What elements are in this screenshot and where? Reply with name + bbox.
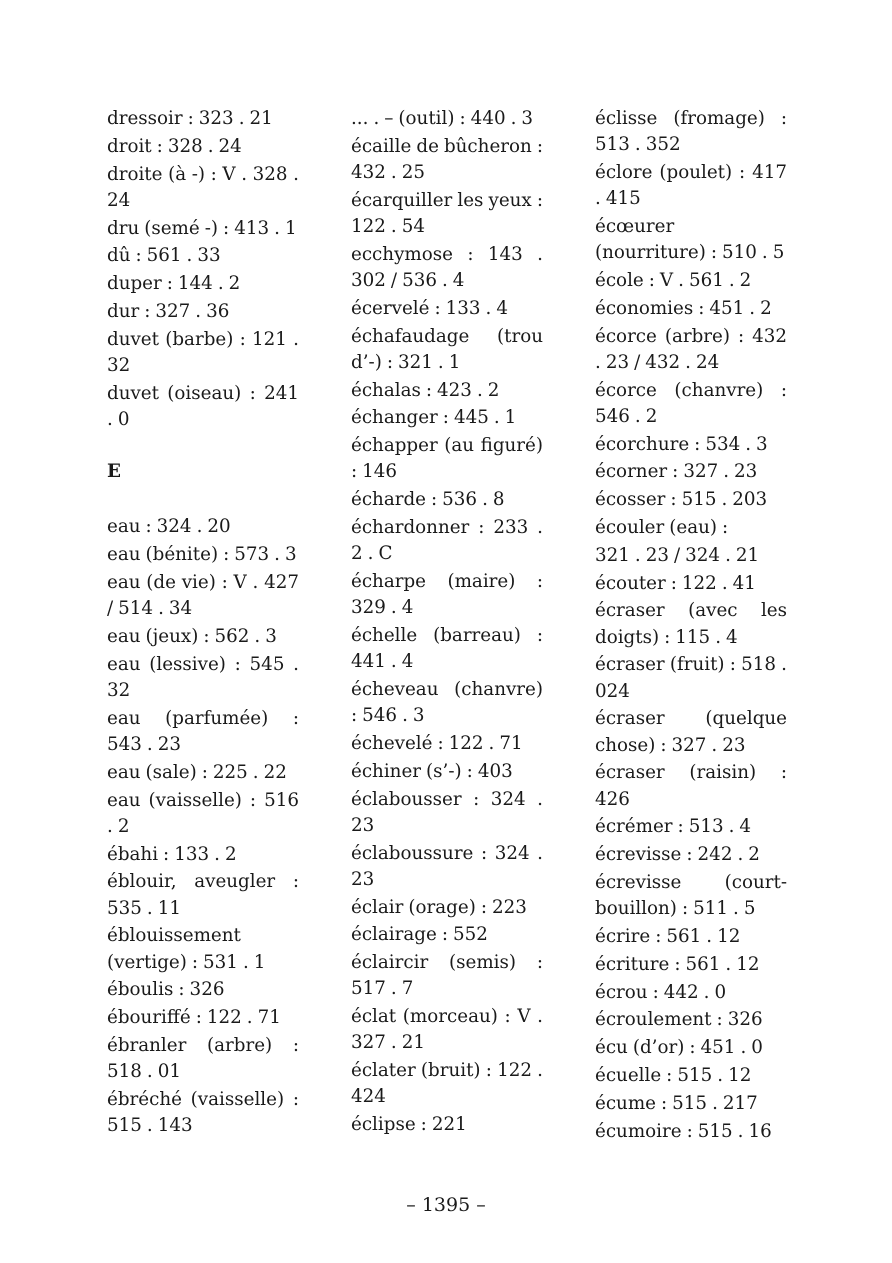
index-entry: duper : 144 . 2 <box>107 273 241 295</box>
index-entry: éclairage : 552 <box>351 924 488 946</box>
index-entry: éclair (orage) : 223 <box>351 896 527 918</box>
index-entry: échiner (s’-) : 403 <box>351 760 513 782</box>
index-entry: éclaboussure : 324 . 23 <box>351 842 543 890</box>
index-entry: écaille de bûcheron : 432 . 25 <box>351 135 543 183</box>
index-entry: écrou : 442 . 0 <box>595 981 727 1003</box>
index-entry: éclabousser : 324 . 23 <box>351 788 543 836</box>
index-entry: dû : 561 . 33 <box>107 245 221 267</box>
index-entry: eau (sale) : 225 . 22 <box>107 761 287 783</box>
index-entry: écraser (avec les doigts) : 115 . 4 <box>595 600 787 648</box>
index-entry: économies : 451 . 2 <box>595 297 772 319</box>
index-column-2 <box>351 106 543 1140</box>
index-entry: ecchymose : 143 . 302 / 536 . 4 <box>351 243 543 291</box>
index-entry: écorce (chanvre) : 546 . 2 <box>595 379 787 427</box>
index-entry: éblouissement (vertige) : 531 . 1 <box>107 925 266 973</box>
index-entry: échafaudage (trou d’-) : 321 . 1 <box>351 325 543 373</box>
index-entry: écharpe (maire) : 329 . 4 <box>351 570 543 619</box>
index-entry: écume : 515 . 217 <box>595 1092 758 1114</box>
index-entry: écouter : 122 . 41 <box>595 572 756 594</box>
index-entry: écouler (eau) : <box>595 516 729 538</box>
index-entry: éclater (bruit) : 122 . 424 <box>351 1060 543 1108</box>
index-entry: échalas : 423 . 2 <box>351 379 500 401</box>
index-entry: écorchure : 534 . 3 <box>595 433 768 455</box>
index-entry: eau (vaisselle) : 516 . 2 <box>107 789 299 837</box>
index-entry: écarquiller les yeux : 122 . 54 <box>351 189 543 237</box>
index-entry: écosser : 515 . 203 <box>595 489 768 511</box>
index-entry: éclaircir (semis) : 517 . 7 <box>351 952 543 1000</box>
index-entry: écharde : 536 . 8 <box>351 489 505 511</box>
index-entry: écumoire : 515 . 16 <box>595 1120 772 1142</box>
index-entry: échapper (au figuré) : 146 <box>351 435 543 483</box>
index-entry: eau (lessive) : 545 . 32 <box>107 653 299 701</box>
index-entry: dur : 327 . 36 <box>107 300 230 322</box>
index-entry: échardonner : 233 . 2 . C <box>351 516 543 565</box>
index-entry: éboulis : 326 <box>107 979 225 1001</box>
index-entry: eau (de vie) : V . 427 / 514 . 34 <box>107 571 299 620</box>
index-entry: échevelé : 122 . 71 <box>351 732 523 754</box>
index-entry: ébranler (arbre) : 518 . 01 <box>107 1034 299 1083</box>
index-entry: dru (semé -) : 413 . 1 <box>107 217 297 239</box>
index-entry: écraser (fruit) : 518 . 024 <box>595 654 787 702</box>
index-entry: écrevisse : 242 . 2 <box>595 844 760 866</box>
index-entry: éclipse : 221 <box>351 1114 467 1136</box>
index-entry: droite (à -) : V . 328 . 24 <box>107 163 299 211</box>
index-entry: duvet (barbe) : 121 . 32 <box>107 328 299 376</box>
index-entry: écuelle : 515 . 12 <box>595 1064 752 1086</box>
index-entry: 321 . 23 / 324 . 21 <box>595 544 760 566</box>
index-entry: écu (d’or) : 451 . 0 <box>595 1037 763 1059</box>
index-entry: ébahi : 133 . 2 <box>107 843 237 865</box>
index-entry: duvet (oiseau) : 241 . 0 <box>107 382 299 430</box>
index-entry: éclore (poulet) : 417 . 415 <box>595 162 787 210</box>
index-entry: échelle (barreau) : 441 . 4 <box>351 624 543 673</box>
index-entry: eau (bénite) : 573 . 3 <box>107 544 297 566</box>
page-number: – 1395 – <box>406 1194 486 1216</box>
index-entry: écrevisse (court-bouillon) : 511 . 5 <box>595 871 787 920</box>
index-entry: école : V . 561 . 2 <box>595 270 752 291</box>
index-entry: ébouriffé : 122 . 71 <box>107 1007 281 1029</box>
index-column-1 <box>107 106 299 1141</box>
index-entry: éclisse (fromage) : 513 . 352 <box>595 108 787 156</box>
index-entry: eau (parfumée) : 543 . 23 <box>107 707 299 755</box>
index-entry: droit : 328 . 24 <box>107 135 242 157</box>
section-letter-heading: E <box>107 461 121 483</box>
index-entry: écheveau (chanvre) : 546 . 3 <box>351 678 543 727</box>
index-entry: écrémer : 513 . 4 <box>595 816 752 838</box>
index-entry: ébréché (vaisselle) : 515 . 143 <box>107 1088 299 1137</box>
index-column-3 <box>595 106 787 1146</box>
index-entry: écervelé : 133 . 4 <box>351 297 508 319</box>
index-entry: écorner : 327 . 23 <box>595 461 758 483</box>
index-entry: échanger : 445 . 1 <box>351 407 517 429</box>
index-entry: éblouir, aveugler : 535 . 11 <box>107 871 299 919</box>
index-entry: eau : 324 . 20 <box>107 516 231 538</box>
index-entry: écroulement : 326 <box>595 1009 763 1031</box>
index-entry: éclat (morceau) : V . 327 . 21 <box>351 1006 543 1054</box>
index-entry: eau (jeux) : 562 . 3 <box>107 625 277 647</box>
index-entry: écraser (quelque chose) : 327 . 23 <box>595 708 787 756</box>
index-entry: écraser (raisin) : 426 <box>595 762 787 810</box>
index-entry: ... . – (outil) : 440 . 3 <box>351 108 534 129</box>
index-entry: écriture : 561 . 12 <box>595 953 760 975</box>
index-entry: écrire : 561 . 12 <box>595 925 741 947</box>
index-entry: écœurer (nourriture) : 510 . 5 <box>595 216 785 264</box>
index-entry: écorce (arbre) : 432 . 23 / 432 . 24 <box>595 325 787 373</box>
index-entry: dressoir : 323 . 21 <box>107 108 273 129</box>
